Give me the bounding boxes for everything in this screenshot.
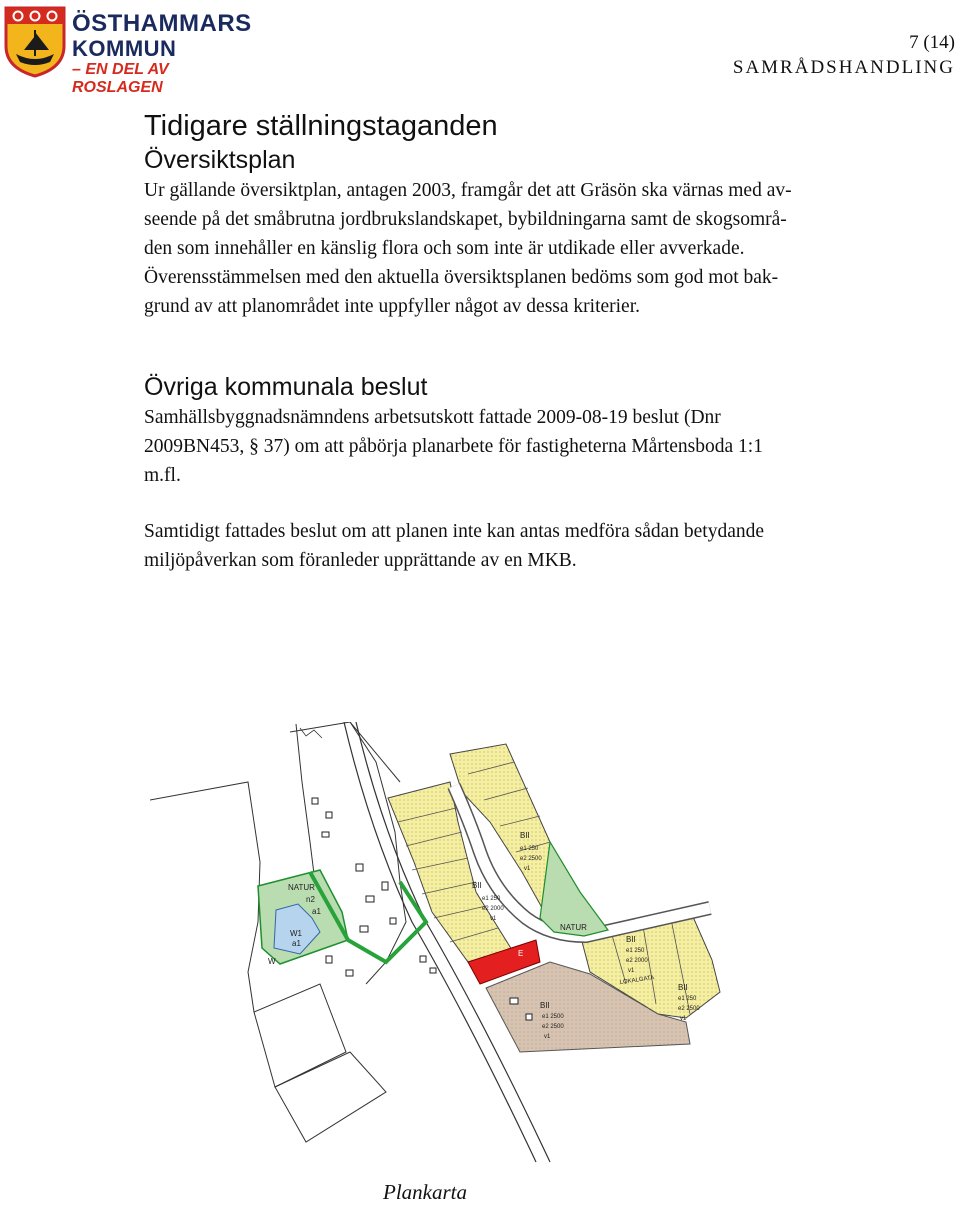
section-title-previous-positions: Tidigare ställningstaganden [144, 110, 498, 142]
logo-text-kommun: KOMMUN [72, 36, 177, 61]
section-title-other-decisions: Övriga kommunala beslut [144, 373, 428, 401]
text-line: seende på det småbrutna jordbrukslandskapet, bybildningarna samt de skogsområ- [144, 209, 787, 230]
label-local-road: LOKALGATA [619, 975, 655, 986]
label-e: E [518, 949, 524, 958]
label-e1: e1 250 [482, 896, 501, 902]
label-v1: v1 [524, 866, 531, 872]
label-bii: BII [540, 1001, 550, 1010]
label-e2: e2 2500 [678, 1006, 700, 1012]
label-v1: v1 [490, 916, 497, 922]
label-bii: BII [678, 983, 688, 992]
text-line: 2009BN453, § 37) om att påbörja planarbete för fastigheterna Mårtensboda 1:1 [144, 436, 763, 457]
label-water-a1: a1 [292, 939, 301, 948]
text-line: Samhällsbyggnadsnämndens arbetsutskott fattade 2009-08-19 beslut (Dnr [144, 407, 721, 428]
subsection-title-overview-plan: Översiktsplan [144, 146, 296, 174]
environment-paragraph [144, 517, 930, 575]
text-line: Samtidigt fattades beslut om att planen inte kan antas medföra sådan betydande [144, 521, 765, 542]
text-line: Ur gällande översiktplan, antagen 2003, framgår det att Gräsön ska värnas med av- [144, 180, 792, 201]
text-line: grund av att planområdet inte uppfyller något av dessa kriterier. [144, 296, 641, 317]
overview-plan-paragraph [144, 176, 930, 321]
text-line: Överensstämmelsen med den aktuella översiktsplanen bedöms som god mot bak- [144, 267, 779, 288]
label-n2: n2 [306, 895, 315, 904]
label-v1: v1 [544, 1034, 551, 1040]
label-bii: BII [626, 935, 636, 944]
logo-tagline: – EN DEL AV ROSLAGEN [72, 61, 169, 96]
label-e2: e2 2000 [626, 958, 648, 964]
label-e1: e1 2500 [542, 1014, 564, 1020]
label-natur: NATUR [288, 883, 315, 892]
text-line: den som innehåller en känslig flora och som inte är utdikade eller avverkade. [144, 238, 745, 259]
document-body [144, 108, 930, 575]
plan-map [150, 722, 734, 1182]
logo-text-osthammars: ÖSTHAMMARS [72, 10, 252, 37]
label-w1: W1 [290, 929, 302, 938]
label-e2: e2 2500 [520, 856, 542, 862]
label-natur: NATUR [560, 923, 587, 932]
label-bii: BII [472, 881, 482, 890]
label-a1: a1 [312, 907, 321, 916]
nature-area-east [540, 842, 608, 936]
page-number: 7 (14) [909, 32, 955, 53]
document-type: SAMRÅDSHANDLING [732, 57, 955, 78]
municipality-logo [4, 6, 252, 96]
label-e1: e1 250 [678, 996, 697, 1002]
label-v1: v1 [680, 1016, 687, 1022]
coat-of-arms-icon [4, 6, 66, 78]
decision-paragraph [144, 403, 930, 490]
label-bii: BII [520, 831, 530, 840]
label-w: W [268, 957, 276, 966]
label-e1: e1 250 [626, 948, 645, 954]
text-line: miljöpåverkan som föranleder upprättande av en MKB. [144, 550, 577, 571]
label-e2: e2 2500 [542, 1024, 564, 1030]
label-v1: v1 [628, 968, 635, 974]
label-e2: e2 2000 [482, 906, 504, 912]
map-caption: Plankarta [383, 1180, 467, 1204]
label-e1: e1 250 [520, 846, 539, 852]
text-line: m.fl. [144, 465, 181, 486]
